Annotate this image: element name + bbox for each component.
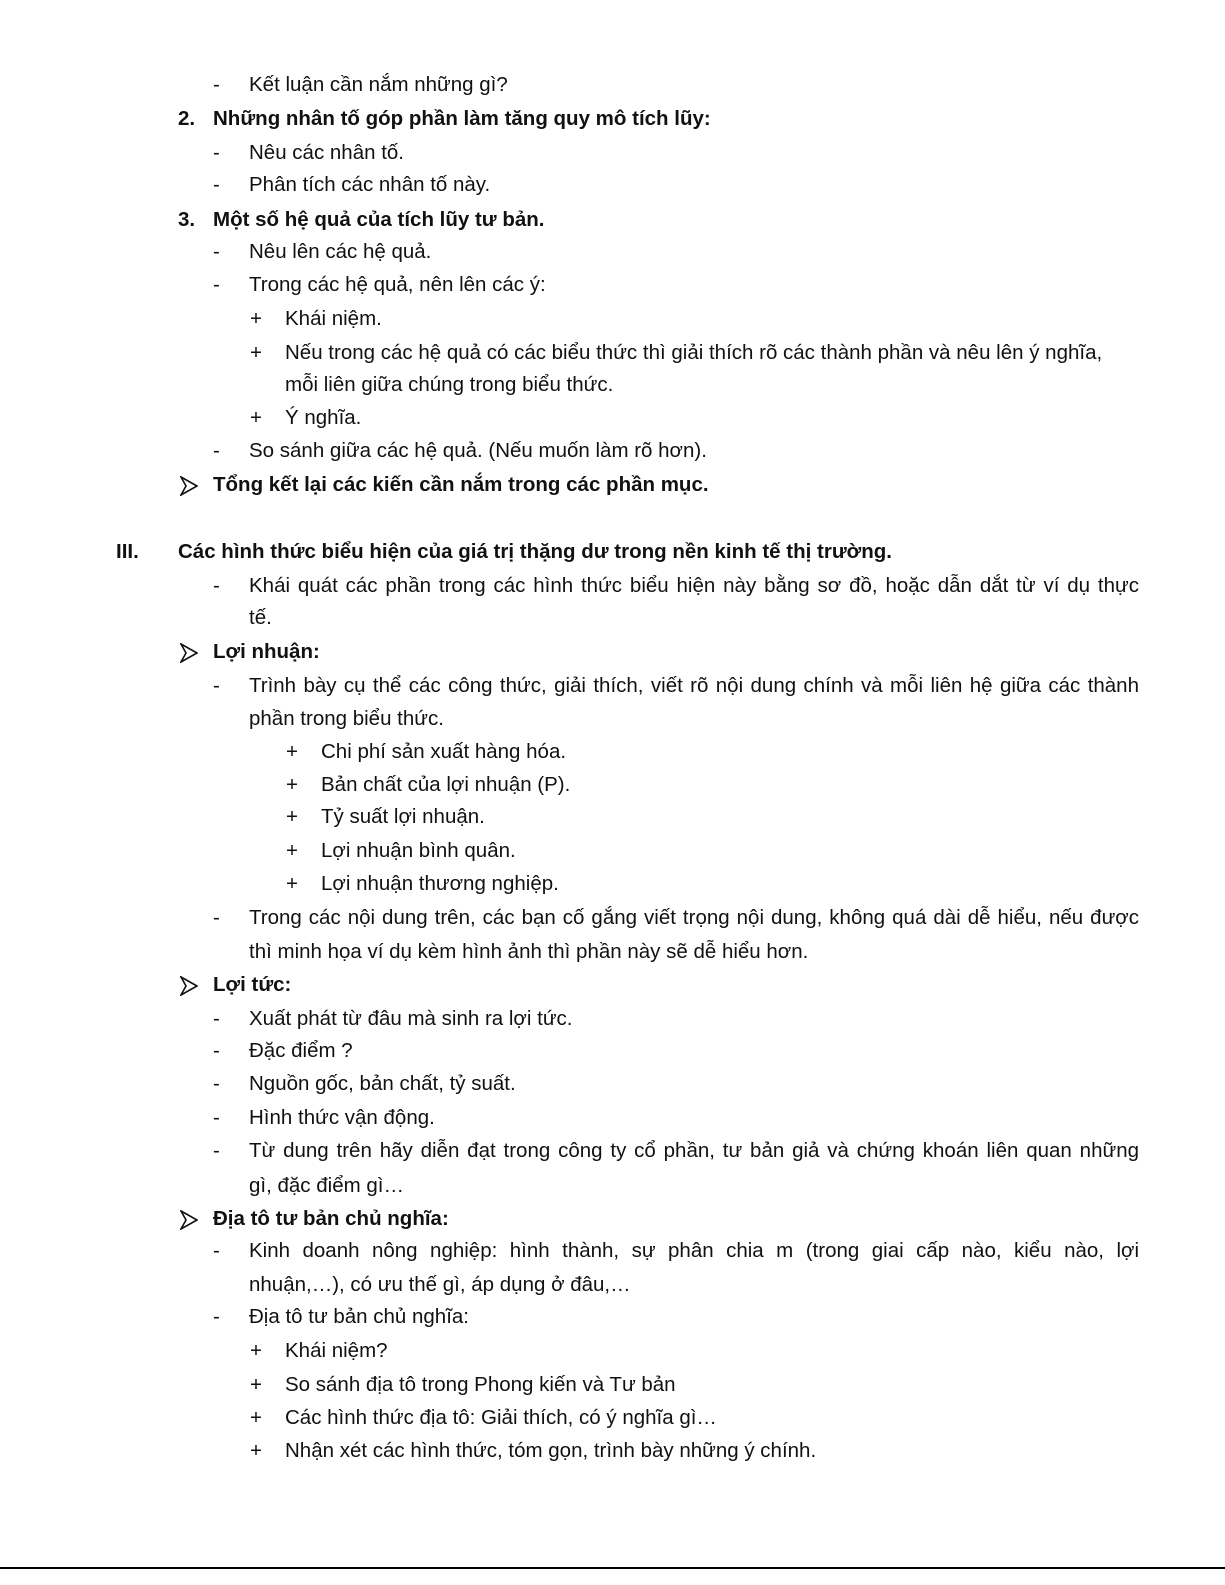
list-item: Kinh doanh nông nghiệp: hình thành, sự phân chia m (trong giai cấp nào, kiểu nào, lợi	[249, 1239, 1139, 1262]
dash-bullet: -	[213, 1139, 220, 1162]
list-item-continuation: thì minh họa ví dụ kèm hình ảnh thì phần này sẽ dễ hiểu hơn.	[249, 940, 809, 963]
item-heading: Những nhân tố góp phần làm tăng quy mô tích lũy:	[213, 107, 711, 130]
list-item: So sánh địa tô trong Phong kiến và Tư bản	[285, 1373, 676, 1396]
list-item: Khái niệm?	[285, 1339, 388, 1362]
dash-bullet: -	[213, 73, 220, 96]
list-item: Hình thức vận động.	[249, 1106, 435, 1129]
list-item: Bản chất của lợi nhuận (P).	[321, 773, 571, 796]
list-item: Địa tô tư bản chủ nghĩa:	[249, 1305, 470, 1328]
plus-bullet: +	[250, 307, 262, 330]
dash-bullet: -	[213, 439, 220, 462]
item-number: 3.	[178, 208, 196, 231]
dash-bullet: -	[213, 141, 220, 164]
dash-bullet: -	[213, 1039, 220, 1062]
plus-bullet: +	[286, 839, 298, 862]
plus-bullet: +	[286, 805, 298, 828]
list-item: Khái niệm.	[285, 307, 382, 330]
arrow-bullet-icon	[180, 976, 198, 996]
list-item: Từ dung trên hãy diễn đạt trong công ty cổ phần, tư bản giả và chứng khoán liên quan những	[249, 1139, 1139, 1162]
page-bottom-rule	[0, 1567, 1225, 1569]
dash-bullet: -	[213, 1305, 220, 1328]
plus-bullet: +	[250, 1406, 262, 1429]
dash-bullet: -	[213, 1106, 220, 1129]
list-item: So sánh giữa các hệ quả. (Nếu muốn làm rõ hơn).	[249, 439, 707, 462]
item-heading: Một số hệ quả của tích lũy tư bản.	[213, 208, 545, 231]
list-item: Trình bày cụ thể các công thức, giải thích, viết rõ nội dung chính và mỗi liên hệ giữa các thành	[249, 674, 1139, 697]
list-item: Nguồn gốc, bản chất, tỷ suất.	[249, 1072, 516, 1095]
list-item-continuation: nhuận,…), có ưu thế gì, áp dụng ở đâu,…	[249, 1273, 631, 1296]
summary-heading: Tổng kết lại các kiến cần nắm trong các phần mục.	[213, 473, 709, 496]
plus-bullet: +	[250, 1339, 262, 1362]
plus-bullet: +	[250, 1439, 262, 1462]
subsection-heading: Lợi nhuận:	[213, 640, 320, 663]
plus-bullet: +	[250, 1373, 262, 1396]
plus-bullet: +	[250, 341, 262, 364]
subsection-heading: Lợi tức:	[213, 973, 292, 996]
list-item: Đặc điểm ?	[249, 1039, 353, 1062]
list-item: Ý nghĩa.	[285, 406, 362, 429]
dash-bullet: -	[213, 173, 220, 196]
list-item: Nếu trong các hệ quả có các biểu thức thì giải thích rõ các thành phần và nêu lên ý nghĩa,	[285, 341, 1103, 364]
plus-bullet: +	[286, 773, 298, 796]
section-title: Các hình thức biểu hiện của giá trị thặng dư trong nền kinh tế thị trường.	[178, 540, 892, 563]
list-item: Trong các nội dung trên, các bạn cố gắng viết trọng nội dung, không quá dài dễ hiểu, nếu được	[249, 906, 1139, 929]
subsection-heading: Địa tô tư bản chủ nghĩa:	[213, 1207, 449, 1230]
list-item-continuation: phần trong biểu thức.	[249, 707, 444, 730]
list-item: Kết luận cần nắm những gì?	[249, 73, 508, 96]
dash-bullet: -	[213, 906, 220, 929]
list-item: Nhận xét các hình thức, tóm gọn, trình bày những ý chính.	[285, 1439, 817, 1462]
plus-bullet: +	[250, 406, 262, 429]
dash-bullet: -	[213, 1007, 220, 1030]
arrow-bullet-icon	[180, 643, 198, 663]
list-item: Nêu lên các hệ quả.	[249, 240, 432, 263]
list-item: Trong các hệ quả, nên lên các ý:	[249, 273, 546, 296]
list-item: Tỷ suất lợi nhuận.	[321, 805, 485, 828]
list-item-continuation: tế.	[249, 606, 272, 629]
plus-bullet: +	[286, 740, 298, 763]
dash-bullet: -	[213, 1072, 220, 1095]
dash-bullet: -	[213, 674, 220, 697]
list-item: Xuất phát từ đâu mà sinh ra lợi tức.	[249, 1007, 573, 1030]
dash-bullet: -	[213, 240, 220, 263]
item-number: 2.	[178, 107, 196, 130]
list-item: Phân tích các nhân tố này.	[249, 173, 491, 196]
list-item-continuation: mỗi liên giữa chúng trong biểu thức.	[285, 373, 614, 396]
list-item: Khái quát các phần trong các hình thức biểu hiện này bằng sơ đồ, hoặc dẫn dắt từ ví dụ thực	[249, 574, 1139, 597]
list-item: Lợi nhuận thương nghiệp.	[321, 872, 559, 895]
dash-bullet: -	[213, 574, 220, 597]
list-item: Chi phí sản xuất hàng hóa.	[321, 740, 567, 763]
list-item: Lợi nhuận bình quân.	[321, 839, 516, 862]
arrow-bullet-icon	[180, 1210, 198, 1230]
section-numeral: III.	[116, 540, 139, 563]
plus-bullet: +	[286, 872, 298, 895]
list-item: Nêu các nhân tố.	[249, 141, 404, 164]
list-item: Các hình thức địa tô: Giải thích, có ý nghĩa gì…	[285, 1406, 717, 1429]
arrow-bullet-icon	[180, 476, 198, 496]
dash-bullet: -	[213, 1239, 220, 1262]
list-item-continuation: gì, đặc điểm gì…	[249, 1174, 404, 1197]
dash-bullet: -	[213, 273, 220, 296]
